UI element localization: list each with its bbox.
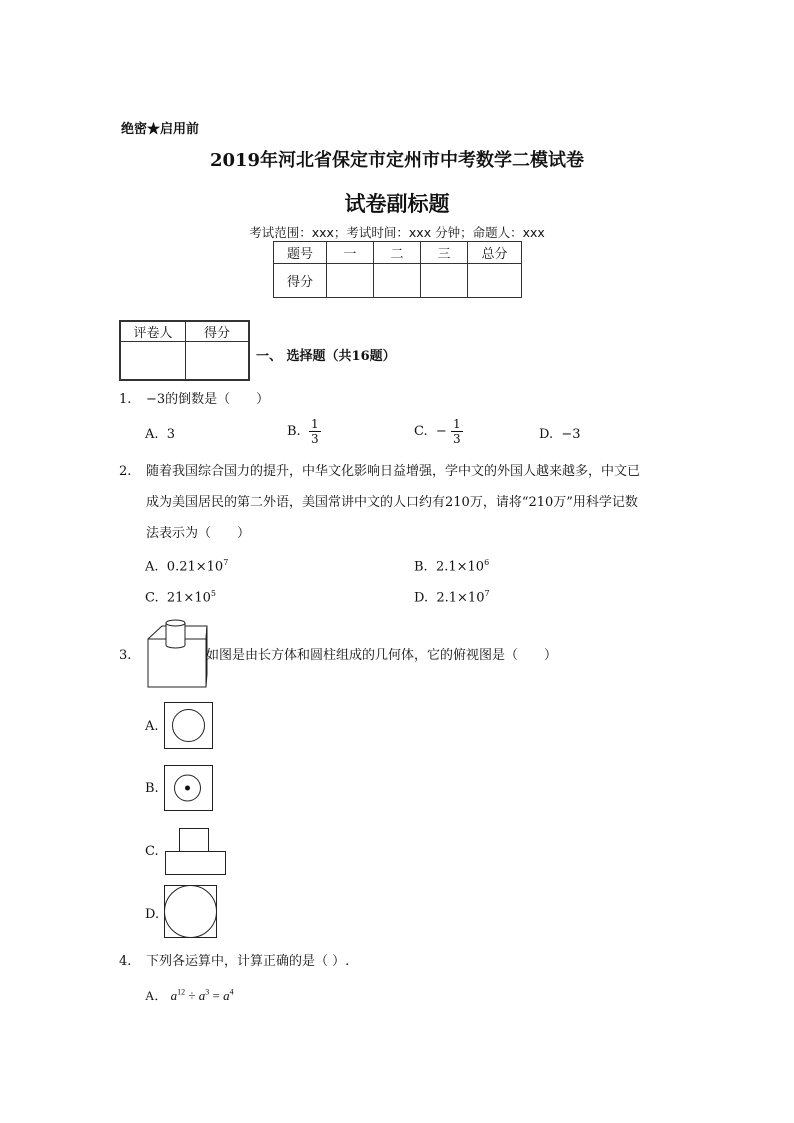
operator: = <box>209 988 224 1003</box>
q3-option-a-label[interactable]: A. <box>145 719 159 734</box>
option-label: B. <box>287 424 301 439</box>
q2-option-d[interactable] <box>414 589 490 605</box>
q2-option-c[interactable] <box>145 589 216 605</box>
q3-option-d-figure[interactable] <box>164 885 218 939</box>
q3-option-b-figure[interactable] <box>164 765 214 812</box>
denominator: 3 <box>452 432 461 446</box>
question-2-line-2: 成为美国居民的第二外语，美国常讲中文的人口约有210万，请将“210万”用科学记数 <box>146 495 638 510</box>
variable: a <box>223 988 230 1003</box>
score-row-label: 得分 <box>274 264 327 298</box>
score-header-cell: 题号 <box>274 242 327 264</box>
exponent: 5 <box>210 589 216 598</box>
grader-cell[interactable] <box>120 342 186 380</box>
q1-option-a[interactable] <box>145 427 175 442</box>
option-label: C. <box>414 424 428 439</box>
variable: a <box>198 988 206 1003</box>
question-2-number: 2. <box>119 464 132 479</box>
exponent: 7 <box>484 589 490 598</box>
question-4-number: 4. <box>119 954 132 969</box>
option-value: 3 <box>166 427 176 442</box>
solid-figure-icon <box>145 620 209 690</box>
option-label: A. <box>145 427 159 442</box>
question-4-text: 下列各运算中，计算正确的是（ ）. <box>146 954 350 969</box>
q3-option-c-figure[interactable] <box>165 828 227 876</box>
option-value: 21×10 <box>166 590 211 606</box>
option-value: 2.1×10 <box>436 590 485 606</box>
option-label: A. <box>145 559 159 575</box>
score-cell[interactable] <box>421 264 468 298</box>
score-header-cell: 一 <box>327 242 374 264</box>
numerator: 1 <box>310 417 319 431</box>
exponent: 6 <box>484 558 490 567</box>
option-label: B. <box>414 559 428 575</box>
exponent: 12 <box>177 987 186 997</box>
q3-option-c-label[interactable]: C. <box>145 844 159 859</box>
numerator: 1 <box>452 417 461 431</box>
grader-header-cell: 评卷人 <box>120 321 186 342</box>
confidential-mark: 绝密★启用前 <box>121 122 200 137</box>
score-table <box>273 241 522 298</box>
exam-info: 考试范围：xxx；考试时间：xxx 分钟；命题人：xxx <box>249 225 545 240</box>
q2-option-a[interactable] <box>145 558 228 574</box>
denominator: 3 <box>310 432 319 446</box>
grader-header-cell: 得分 <box>186 321 250 342</box>
q2-option-b[interactable] <box>414 558 489 574</box>
exam-subtitle: 试卷副标题 <box>344 191 450 216</box>
grader-table <box>119 320 250 381</box>
fraction <box>451 417 463 446</box>
option-label: A． <box>145 988 168 1003</box>
option-value: 0.21×10 <box>166 559 224 575</box>
score-cell[interactable] <box>374 264 421 298</box>
score-header-cell: 二 <box>374 242 421 264</box>
q1-option-b[interactable] <box>287 417 321 446</box>
q3-option-d-label[interactable]: D. <box>145 907 160 922</box>
minus-sign: − <box>435 424 447 439</box>
operator: ÷ <box>185 988 199 1003</box>
option-label: D. <box>539 427 554 442</box>
q3-option-a-figure[interactable] <box>164 702 214 750</box>
q4-option-a[interactable] <box>145 985 234 1004</box>
exponent: 3 <box>205 987 210 997</box>
fraction <box>309 417 321 446</box>
q1-option-c[interactable] <box>414 417 463 446</box>
question-1-text: −3的倒数是（ ） <box>146 392 270 407</box>
option-value: 2.1×10 <box>435 559 485 575</box>
question-3-text: 如图是由长方体和圆柱组成的几何体，它的俯视图是（ ） <box>206 648 558 663</box>
score-header-cell: 总分 <box>468 242 522 264</box>
exponent: 7 <box>223 558 229 567</box>
option-label: C. <box>145 590 159 606</box>
q3-option-b-label[interactable]: B. <box>145 781 159 796</box>
exponent: 4 <box>229 987 234 997</box>
q1-option-d[interactable] <box>539 427 581 442</box>
question-2-line-3: 法表示为（ ） <box>146 526 251 541</box>
exam-title: 2019年河北省保定市定州市中考数学二模试卷 <box>209 150 585 171</box>
section-heading: 一、 选择题（共16题） <box>256 349 396 364</box>
question-1-number: 1. <box>119 392 132 407</box>
question-3-number: 3. <box>119 648 132 663</box>
score-header-cell: 三 <box>421 242 468 264</box>
grader-cell[interactable] <box>186 342 250 380</box>
option-label: D. <box>414 590 429 606</box>
variable: a <box>170 988 178 1003</box>
question-2-line-1: 随着我国综合国力的提升，中华文化影响日益增强，学中文的外国人越来越多，中文已 <box>146 464 641 479</box>
option-value: −3 <box>561 427 581 442</box>
score-cell[interactable] <box>327 264 374 298</box>
score-cell[interactable] <box>468 264 522 298</box>
